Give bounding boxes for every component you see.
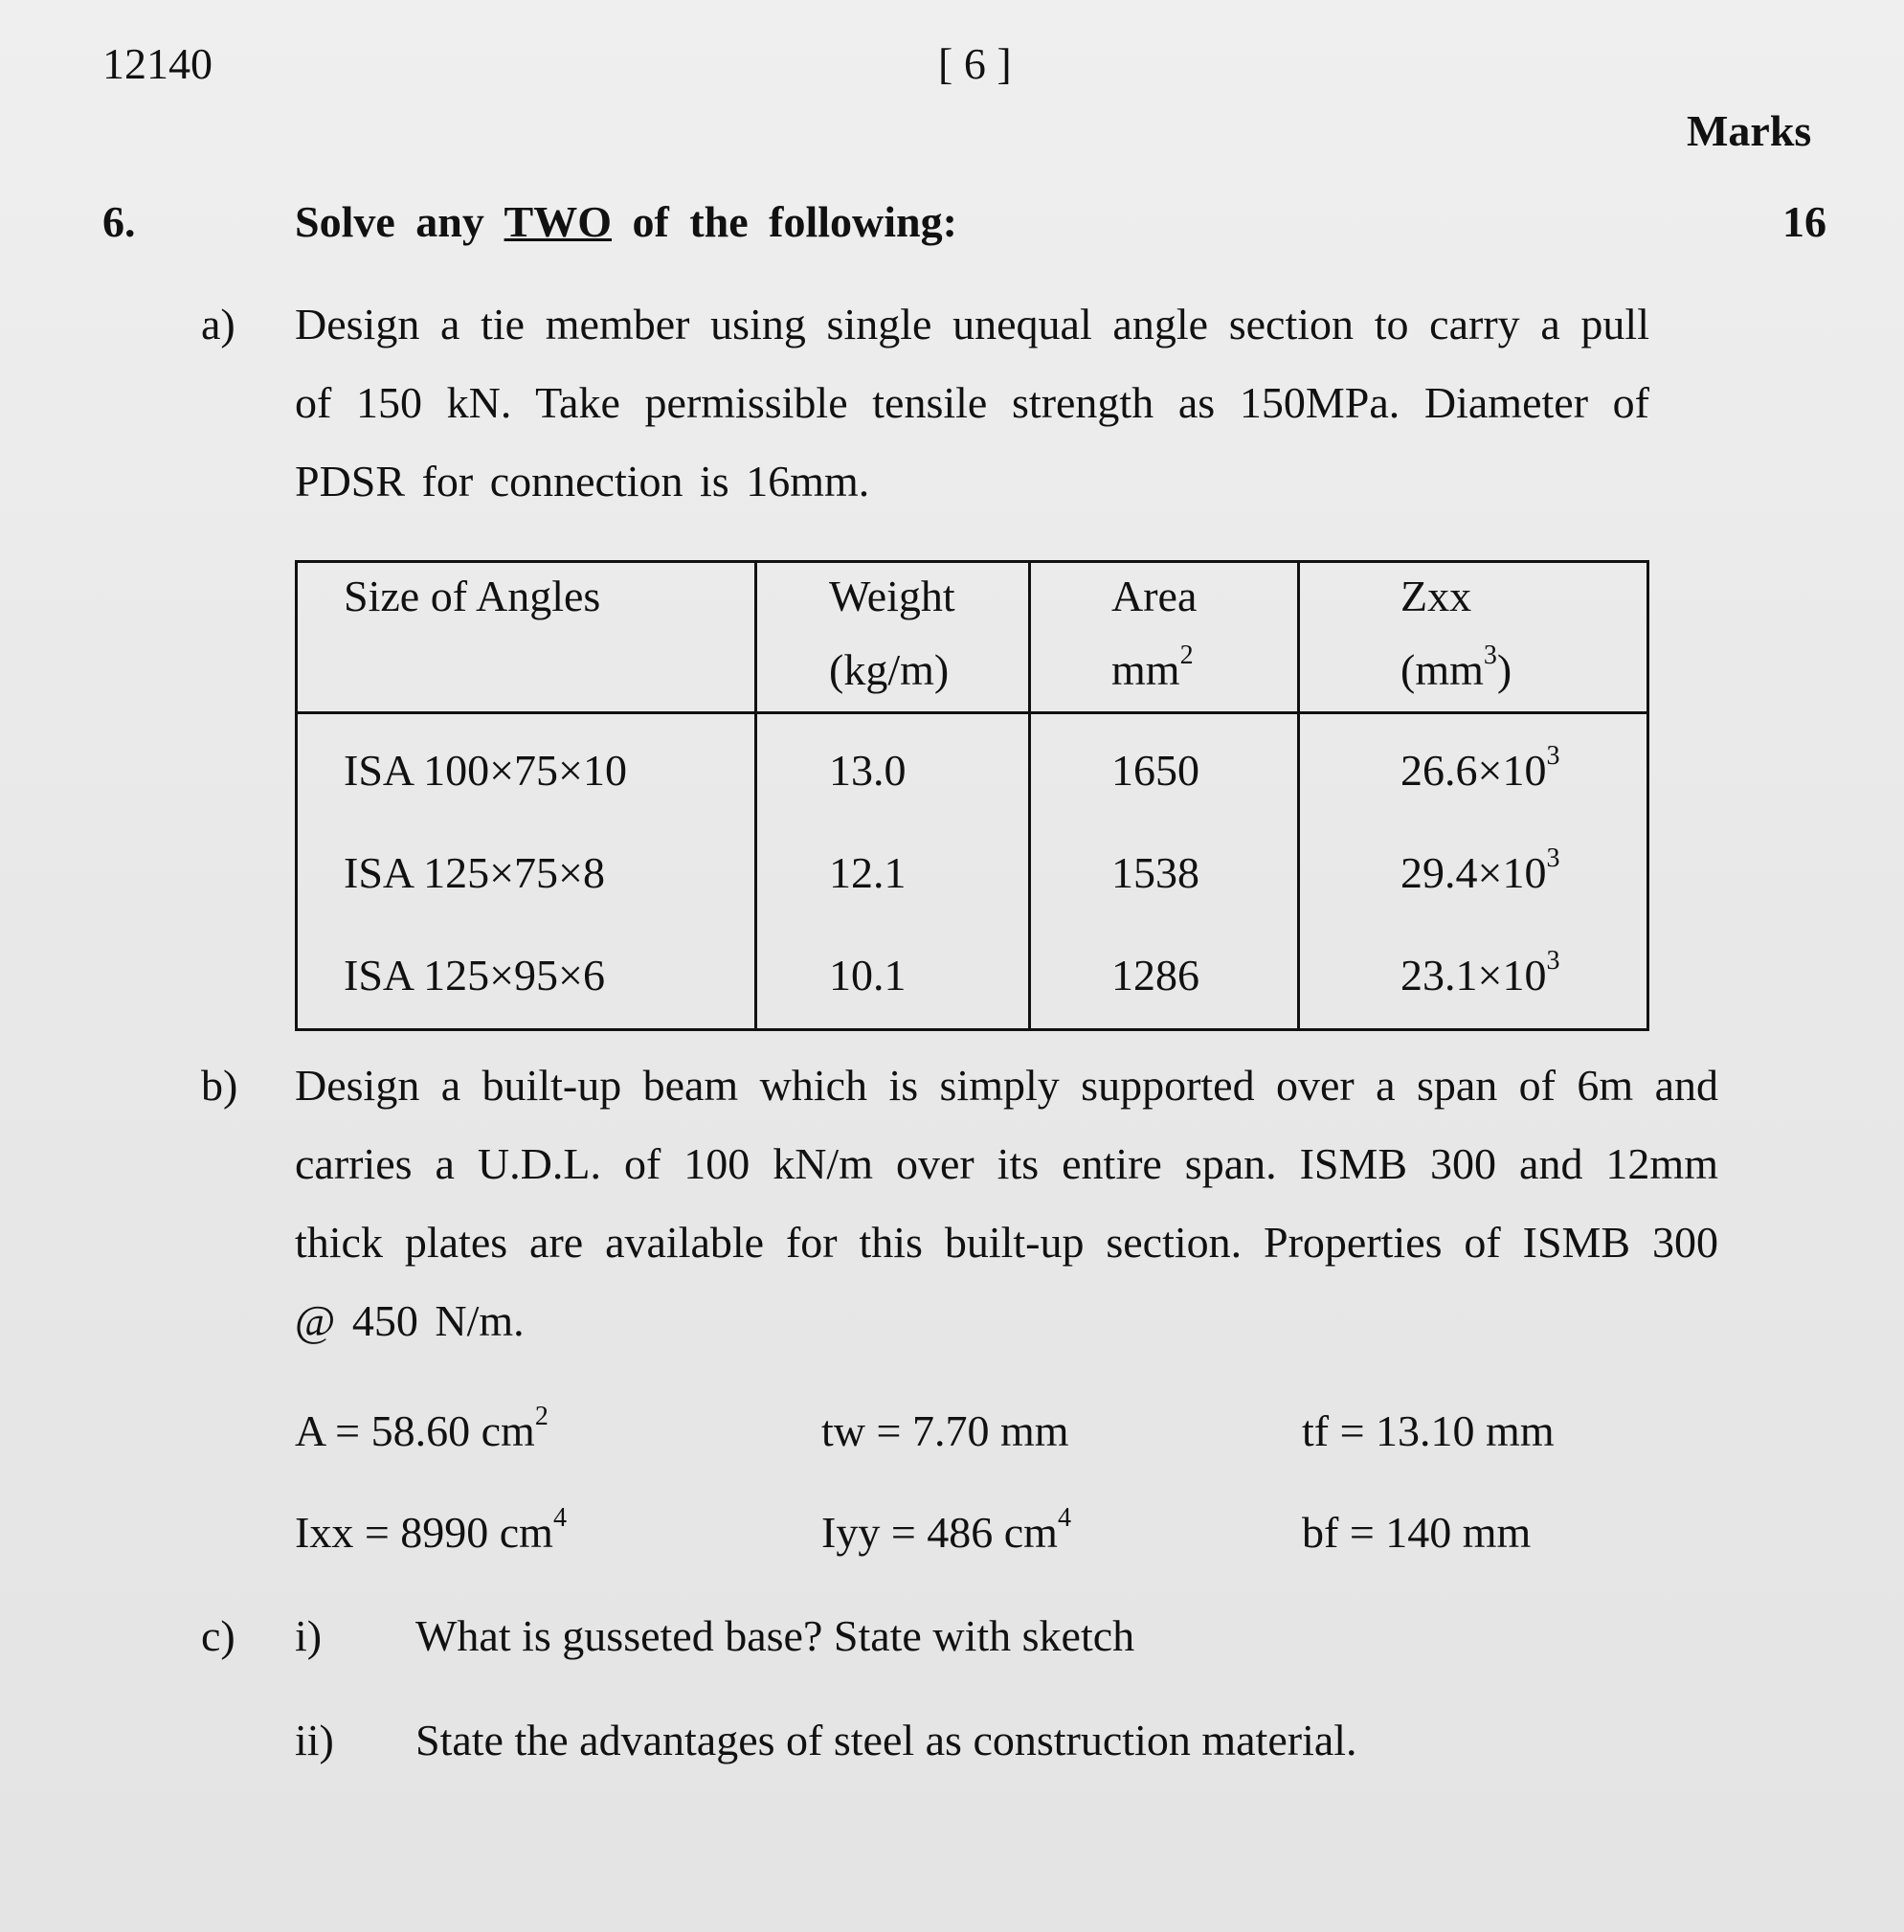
table-cell-size: ISA 125×75×8 <box>344 848 605 897</box>
property-tf: tf = 13.10 mm <box>1302 1406 1555 1455</box>
part-c-item-text: State the advantages of steel as construction material. <box>415 1716 1357 1764</box>
table-divider <box>1297 563 1300 1028</box>
part-b-text: Design a built-up beam which is simply supported over a span of 6m and carries a U.D.L. of 100 kN/m over its entire span. ISMB 300 and 12mm thick plates are available for this built-up section. Properties of ISMB 300 @ 450 N/m. <box>295 1061 1718 1345</box>
property-area: A = 58.60 $cm^2$ <box>295 1402 549 1455</box>
part-c-item-text: What is gusseted base? State with sketch <box>415 1611 1135 1660</box>
property-iyy: Iyy = 486 $cm^4$ <box>821 1503 1071 1557</box>
part-a-label: a) <box>201 300 235 348</box>
paper-code: 12140 <box>102 39 213 88</box>
marks-column-label: Marks <box>1687 106 1812 155</box>
table-cell-zxx: $23.1\times 10^3$ <box>1400 946 1560 1000</box>
table-header-area: Area <box>1111 572 1198 620</box>
table-cell-weight: 10.1 <box>829 951 907 1000</box>
part-c-item-label: i) <box>295 1611 323 1660</box>
part-c-item-label: ii) <box>295 1716 334 1764</box>
property-bf: bf = 140 mm <box>1302 1508 1532 1557</box>
table-header-weight: Weight <box>829 572 955 620</box>
part-c-label: c) <box>201 1611 235 1660</box>
property-tw: tw = 7.70 mm <box>821 1406 1069 1455</box>
table-header-size: Size of Angles <box>344 572 601 620</box>
question-instruction <box>295 196 957 247</box>
part-a-text: Design a tie member using single unequal angle section to carry a pull of 150 kN. Take permissible tensile strength as 150MPa. Diameter of PDSR for connection is 16mm. <box>295 300 1649 505</box>
page-number: [ 6 ] <box>938 39 1012 88</box>
question-marks: 16 <box>1782 197 1826 246</box>
table-cell-area: 1538 <box>1111 848 1199 897</box>
table-cell-size: ISA 125×95×6 <box>344 951 605 1000</box>
table-header-area-unit: $mm^2$ <box>1111 640 1194 694</box>
table-cell-zxx: $29.4\times 10^3$ <box>1400 843 1560 897</box>
table-header-zxx: Zxx <box>1400 572 1472 620</box>
table-divider <box>1028 563 1031 1028</box>
instruction-after: of the following: <box>612 197 957 246</box>
table-cell-area: 1650 <box>1111 746 1199 795</box>
table-divider <box>754 563 757 1028</box>
table-cell-area: 1286 <box>1111 951 1199 1000</box>
table-cell-weight: 12.1 <box>829 848 907 897</box>
table-cell-size: ISA 100×75×10 <box>344 746 627 795</box>
table-cell-weight: 13.0 <box>829 746 907 795</box>
angle-properties-table <box>295 560 1649 1031</box>
part-b-label: b) <box>201 1061 238 1110</box>
table-header-zxx-unit: $(mm^3)$ <box>1400 640 1512 694</box>
question-number: 6. <box>102 197 136 246</box>
table-header-divider <box>298 711 1646 714</box>
property-ixx: Ixx = 8990 $cm^4$ <box>295 1503 567 1557</box>
instruction-emphasis: TWO <box>504 197 613 246</box>
instruction-before: Solve any <box>295 197 504 246</box>
table-header-weight-unit: (kg/m) <box>829 645 950 694</box>
table-cell-zxx: $26.6\times 10^3$ <box>1400 741 1560 795</box>
